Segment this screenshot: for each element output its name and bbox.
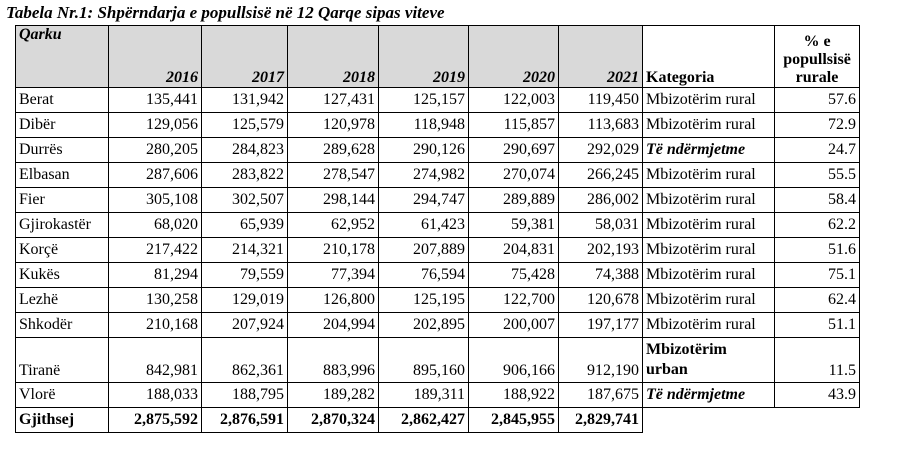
total-value-cell: 2,876,591 xyxy=(202,408,288,433)
value-cell: 302,507 xyxy=(202,188,288,213)
value-cell: 122,700 xyxy=(469,288,559,313)
value-cell: 217,422 xyxy=(109,238,202,263)
header-pct-line2: popullsisë xyxy=(783,51,851,68)
value-cell: 120,678 xyxy=(559,288,643,313)
total-empty-cell xyxy=(775,408,860,433)
value-cell: 290,697 xyxy=(469,138,559,163)
rural-pct-cell: 51.1 xyxy=(775,313,860,338)
table-row xyxy=(16,88,860,113)
header-pct-line1: % e xyxy=(803,33,831,50)
value-cell: 75,428 xyxy=(469,263,559,288)
value-cell: 270,074 xyxy=(469,163,559,188)
value-cell: 210,168 xyxy=(109,313,202,338)
value-cell: 79,559 xyxy=(202,263,288,288)
value-cell: 188,795 xyxy=(202,383,288,408)
rural-pct-cell: 57.6 xyxy=(775,88,860,113)
value-cell: 197,177 xyxy=(559,313,643,338)
table-caption: Tabela Nr.1: Shpërndarja e popullsisë në 12 Qarqe sipas viteve xyxy=(6,3,445,22)
total-value-cell: 2,862,427 xyxy=(379,408,469,433)
region-cell: Tiranë xyxy=(16,338,109,383)
header-category: Kategoria xyxy=(643,26,775,88)
value-cell: 81,294 xyxy=(109,263,202,288)
total-empty-cell xyxy=(643,408,775,433)
category-cell: Mbizotërim rural xyxy=(643,188,775,213)
value-cell: 284,823 xyxy=(202,138,288,163)
value-cell: 130,258 xyxy=(109,288,202,313)
total-label: Gjithsej xyxy=(16,408,109,433)
value-cell: 289,889 xyxy=(469,188,559,213)
value-cell: 286,002 xyxy=(559,188,643,213)
category-cell: Mbizotërim rural xyxy=(643,213,775,238)
value-cell: 883,996 xyxy=(288,338,379,383)
value-cell: 266,245 xyxy=(559,163,643,188)
rural-pct-cell: 55.5 xyxy=(775,163,860,188)
value-cell: 210,178 xyxy=(288,238,379,263)
category-cell: Të ndërmjetme xyxy=(643,383,775,408)
region-cell: Gjirokastër xyxy=(16,213,109,238)
value-cell: 125,195 xyxy=(379,288,469,313)
value-cell: 129,056 xyxy=(109,113,202,138)
category-cell: Mbizotërim rural xyxy=(643,288,775,313)
value-cell: 65,939 xyxy=(202,213,288,238)
value-cell: 906,166 xyxy=(469,338,559,383)
header-year-2020: 2020 xyxy=(469,26,559,88)
value-cell: 188,033 xyxy=(109,383,202,408)
value-cell: 290,126 xyxy=(379,138,469,163)
value-cell: 895,160 xyxy=(379,338,469,383)
value-cell: 187,675 xyxy=(559,383,643,408)
category-cell: Mbizotërim rural xyxy=(643,88,775,113)
rural-pct-cell: 72.9 xyxy=(775,113,860,138)
value-cell: 298,144 xyxy=(288,188,379,213)
total-value-cell: 2,870,324 xyxy=(288,408,379,433)
header-rural-pct xyxy=(775,26,860,88)
value-cell: 292,029 xyxy=(559,138,643,163)
category-cell: Mbizotërim urban xyxy=(643,338,775,383)
rural-pct-cell: 51.6 xyxy=(775,238,860,263)
value-cell: 283,822 xyxy=(202,163,288,188)
value-cell: 214,321 xyxy=(202,238,288,263)
value-cell: 119,450 xyxy=(559,88,643,113)
header-year-2019: 2019 xyxy=(379,26,469,88)
table-row xyxy=(16,163,860,188)
table-row xyxy=(16,288,860,313)
region-cell: Elbasan xyxy=(16,163,109,188)
value-cell: 280,205 xyxy=(109,138,202,163)
table-row xyxy=(16,383,860,408)
value-cell: 76,594 xyxy=(379,263,469,288)
category-cell: Të ndërmjetme xyxy=(643,138,775,163)
value-cell: 118,948 xyxy=(379,113,469,138)
region-cell: Lezhë xyxy=(16,288,109,313)
value-cell: 127,431 xyxy=(288,88,379,113)
value-cell: 274,982 xyxy=(379,163,469,188)
region-cell: Kukës xyxy=(16,263,109,288)
category-cell: Mbizotërim rural xyxy=(643,263,775,288)
category-cell: Mbizotërim rural xyxy=(643,313,775,338)
value-cell: 188,922 xyxy=(469,383,559,408)
region-cell: Dibër xyxy=(16,113,109,138)
region-cell: Fier xyxy=(16,188,109,213)
table-row xyxy=(16,338,860,383)
header-year-2016: 2016 xyxy=(109,26,202,88)
value-cell: 305,108 xyxy=(109,188,202,213)
header-year-2021: 2021 xyxy=(559,26,643,88)
region-cell: Shkodër xyxy=(16,313,109,338)
header-year-2017: 2017 xyxy=(202,26,288,88)
total-value-cell: 2,875,592 xyxy=(109,408,202,433)
table-row xyxy=(16,238,860,263)
table-row xyxy=(16,113,860,138)
value-cell: 207,889 xyxy=(379,238,469,263)
value-cell: 120,978 xyxy=(288,113,379,138)
rural-pct-cell: 43.9 xyxy=(775,383,860,408)
population-table xyxy=(15,25,860,433)
value-cell: 58,031 xyxy=(559,213,643,238)
header-year-2018: 2018 xyxy=(288,26,379,88)
value-cell: 68,020 xyxy=(109,213,202,238)
value-cell: 77,394 xyxy=(288,263,379,288)
value-cell: 129,019 xyxy=(202,288,288,313)
region-cell: Berat xyxy=(16,88,109,113)
value-cell: 204,831 xyxy=(469,238,559,263)
value-cell: 912,190 xyxy=(559,338,643,383)
value-cell: 115,857 xyxy=(469,113,559,138)
rural-pct-cell: 75.1 xyxy=(775,263,860,288)
header-pct-line3: rurale xyxy=(795,69,839,86)
value-cell: 278,547 xyxy=(288,163,379,188)
value-cell: 204,994 xyxy=(288,313,379,338)
value-cell: 59,381 xyxy=(469,213,559,238)
value-cell: 189,311 xyxy=(379,383,469,408)
table-row xyxy=(16,313,860,338)
value-cell: 202,193 xyxy=(559,238,643,263)
value-cell: 202,895 xyxy=(379,313,469,338)
region-cell: Durrës xyxy=(16,138,109,163)
value-cell: 189,282 xyxy=(288,383,379,408)
rural-pct-cell: 62.4 xyxy=(775,288,860,313)
total-value-cell: 2,829,741 xyxy=(559,408,643,433)
value-cell: 126,800 xyxy=(288,288,379,313)
table-row xyxy=(16,138,860,163)
value-cell: 74,388 xyxy=(559,263,643,288)
value-cell: 125,579 xyxy=(202,113,288,138)
value-cell: 862,361 xyxy=(202,338,288,383)
value-cell: 287,606 xyxy=(109,163,202,188)
category-cell: Mbizotërim rural xyxy=(643,113,775,138)
total-row xyxy=(16,408,860,433)
value-cell: 200,007 xyxy=(469,313,559,338)
region-cell: Vlorë xyxy=(16,383,109,408)
table-row xyxy=(16,188,860,213)
header-region: Qarku xyxy=(16,26,109,88)
value-cell: 113,683 xyxy=(559,113,643,138)
value-cell: 122,003 xyxy=(469,88,559,113)
table-row xyxy=(16,213,860,238)
table-row xyxy=(16,263,860,288)
value-cell: 62,952 xyxy=(288,213,379,238)
value-cell: 125,157 xyxy=(379,88,469,113)
category-cell: Mbizotërim rural xyxy=(643,163,775,188)
value-cell: 61,423 xyxy=(379,213,469,238)
rural-pct-cell: 58.4 xyxy=(775,188,860,213)
value-cell: 131,942 xyxy=(202,88,288,113)
rural-pct-cell: 24.7 xyxy=(775,138,860,163)
rural-pct-cell: 62.2 xyxy=(775,213,860,238)
value-cell: 294,747 xyxy=(379,188,469,213)
value-cell: 135,441 xyxy=(109,88,202,113)
category-cell: Mbizotërim rural xyxy=(643,238,775,263)
rural-pct-cell: 11.5 xyxy=(775,338,860,383)
value-cell: 289,628 xyxy=(288,138,379,163)
region-cell: Korçë xyxy=(16,238,109,263)
value-cell: 842,981 xyxy=(109,338,202,383)
total-value-cell: 2,845,955 xyxy=(469,408,559,433)
header-row xyxy=(16,26,860,88)
value-cell: 207,924 xyxy=(202,313,288,338)
